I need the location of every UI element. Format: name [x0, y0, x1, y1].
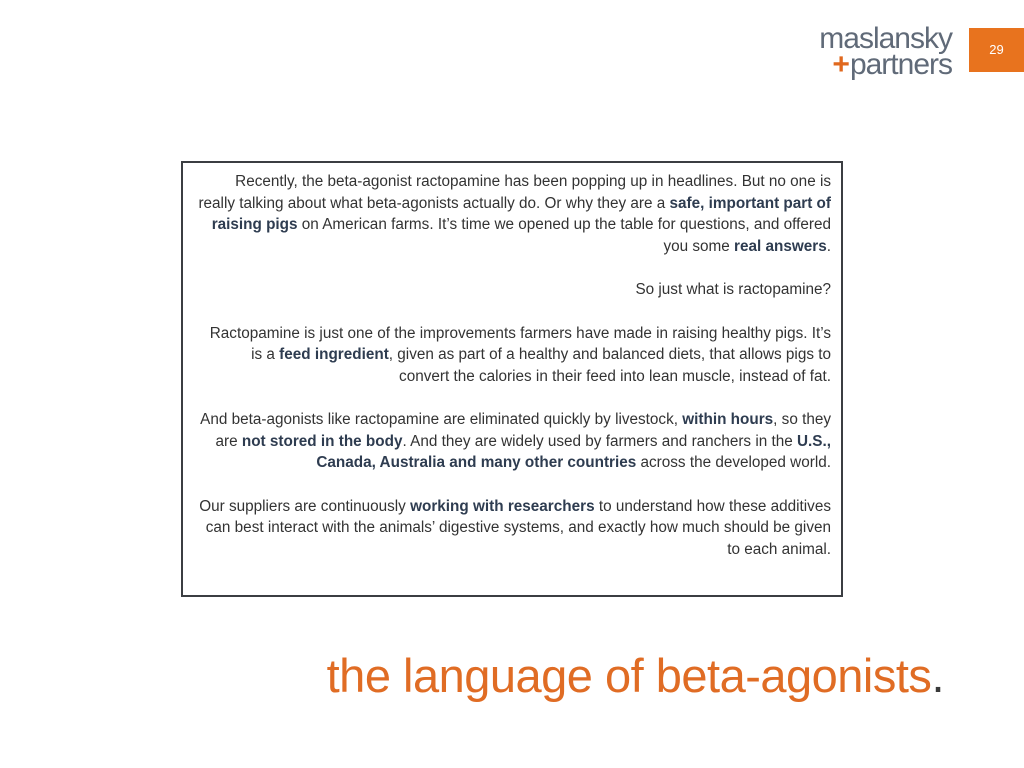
- body-paragraph: [197, 323, 831, 388]
- company-logo: [819, 22, 952, 82]
- paragraph-text: across the developed world.: [636, 454, 831, 471]
- paragraph-text: Our suppliers are continuously: [199, 497, 411, 515]
- content-text-box: [181, 161, 843, 597]
- emphasis-text: not stored in the body: [241, 432, 403, 450]
- paragraph-text: to understand how these additives can best interact with the animals’ digestive systems, and exactly how much should be given to each animal.: [205, 497, 831, 558]
- body-paragraph: [197, 171, 831, 257]
- emphasis-text: safe, important part of raising pigs: [211, 194, 831, 233]
- logo-text-maslansky: maslansky: [819, 22, 952, 55]
- logo-plus-sign: +: [832, 48, 849, 82]
- paragraph-text: . And they are widely used by farmers and ranchers in the: [402, 432, 797, 450]
- headline-period: .: [931, 649, 944, 702]
- emphasis-text: within hours: [682, 411, 774, 428]
- paragraph-text: .: [826, 237, 831, 255]
- body-paragraph: [197, 279, 831, 301]
- slide-headline: [327, 648, 944, 703]
- body-paragraph: [197, 496, 831, 561]
- paragraph-text: And beta-agonists like ractopamine are eliminated quickly by livestock,: [200, 411, 683, 428]
- emphasis-text: working with researchers: [410, 497, 595, 515]
- page-number-badge: 29: [969, 28, 1024, 72]
- body-paragraph: [197, 409, 831, 474]
- paragraph-text: Recently, the beta-agonist ractopamine has been popping up in headlines. But no one is really talking about what beta-agonists actually do. Or why they are a: [198, 173, 831, 212]
- emphasis-text: U.S., Canada, Australia and many other countries: [316, 432, 831, 471]
- paragraph-text: , so they are: [215, 411, 831, 450]
- paragraph-text: Ractopamine is just one of the improvements farmers have made in raising healthy pigs. It’s is a: [209, 324, 831, 363]
- logo-text-partners-line: [819, 48, 952, 82]
- logo-text-partners: partners: [849, 48, 952, 82]
- paragraph-text: on American farms. It’s time we opened up the table for questions, and offered you some: [297, 216, 831, 255]
- paragraph-text: , given as part of a healthy and balanced diets, that allows pigs to convert the calories in their feed into lean muscle, instead of fat.: [388, 346, 831, 385]
- emphasis-text: real answers: [734, 237, 827, 255]
- emphasis-text: feed ingredient: [279, 346, 389, 363]
- headline-text: the language of beta-agonists: [326, 649, 932, 702]
- paragraph-text: So just what is ractopamine?: [635, 281, 831, 298]
